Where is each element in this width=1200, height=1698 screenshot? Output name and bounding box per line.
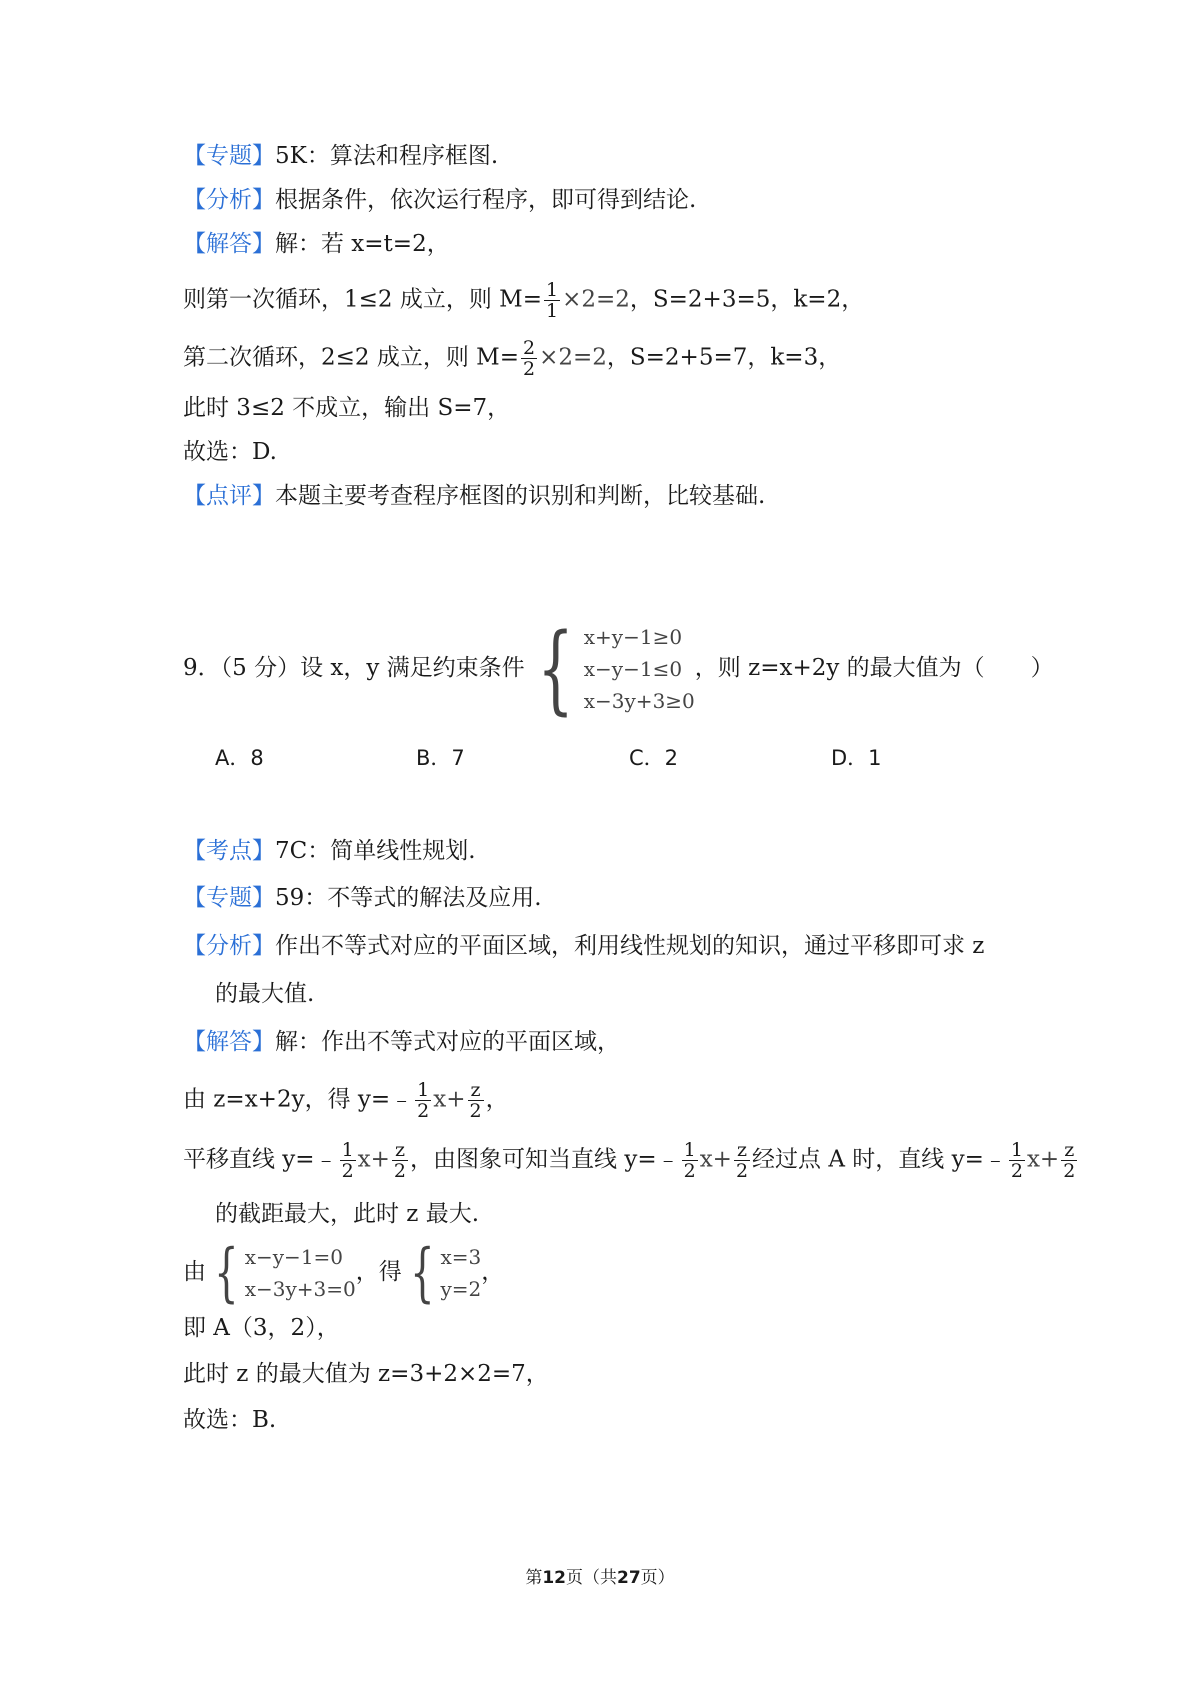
page-number: 12 [542, 1568, 566, 1588]
analysis-tag: 【分析】 [183, 933, 275, 959]
solution-tag: 【解答】 [183, 231, 275, 257]
step2-num: 2 [522, 337, 536, 359]
q9-constraint-rows [584, 621, 695, 717]
left-brace-icon: { [214, 1236, 239, 1310]
s9-analysis-line [183, 930, 984, 962]
topic-text: 59：不等式的解法及应用. [275, 885, 542, 911]
step1-fraction [544, 280, 560, 321]
point-tag: 【考点】 [183, 838, 275, 864]
q9-cond2: x−y−1≤0 [583, 657, 683, 681]
page-total: 27 [617, 1568, 641, 1588]
s9-line6: 此时 z 的最大值为 z=3+2×2=7， [183, 1361, 549, 1387]
topic-tag: 【专题】 [183, 885, 275, 911]
choice-a: A．8 [215, 746, 264, 770]
point-text: 7C：简单线性规划. [275, 838, 476, 864]
comment-text: 本题主要考查程序框图的识别和判断，比较基础. [275, 483, 766, 509]
topic-text: 5K：算法和程序框图. [275, 143, 499, 169]
q9-choices [0, 742, 1200, 774]
s8-step2-line [183, 338, 841, 379]
solution-text: 解：作出不等式对应的平面区域， [275, 1029, 620, 1055]
q9-constraint-system [525, 613, 695, 725]
frac-z-half: $\frac{z}{2}$ [1063, 1139, 1076, 1182]
s8-solution-line [183, 228, 450, 260]
q9-stem-pre: 9．（5 分）设 x，y 满足约束条件 [183, 655, 525, 681]
l1-pre: 由 z=x+2y，得 y=﹣ [183, 1086, 414, 1113]
step1-post: ，S=2+3=5，k=2， [629, 286, 865, 313]
comment-tag: 【点评】 [183, 483, 275, 509]
s8-step3-line: 此时 3≤2 不成立，输出 S=7， [183, 395, 511, 421]
s9-line5: 即 A（3，2）， [183, 1315, 340, 1341]
s9-answer-line: 故选：B. [183, 1407, 277, 1433]
analysis-tag: 【分析】 [183, 187, 275, 213]
step1-num: 1 [545, 279, 559, 301]
analysis-text: 根据条件，依次运行程序，即可得到结论. [275, 187, 697, 213]
s9-point-line [183, 835, 476, 867]
s9-solution-line [183, 1026, 620, 1058]
step2-den: 2 [522, 358, 536, 380]
s9-topic-line [183, 882, 542, 914]
choice-b: B．7 [416, 746, 465, 770]
s8-topic-line [183, 140, 498, 172]
q9-cond3: x−3y+3≥0 [583, 689, 695, 713]
s9-line2: 平移直线 y=﹣ $\frac{1}{2}$ x+ $\frac{z}{2}$ ，由图象可知当直线 y=﹣ $\frac{1}{2}$ x+ $\frac{z}{2}$ 经过点 A 时，直线 y=﹣ $\frac{1}{2}$ x+ $\frac{z}{2}$ [183, 1139, 1076, 1182]
s9-line1: 由 z=x+2y，得 y=﹣ $\frac{1}{2}$ x+ $\frac{z}{2}$ ， [183, 1079, 509, 1122]
frac-half: $\frac{1}{2}$ [1010, 1139, 1023, 1182]
q9-cond1: x+y−1≥0 [583, 625, 683, 649]
s8-answer-line: 故选：D. [183, 439, 277, 465]
page-footer: 第12页（共27页） [525, 1568, 675, 1588]
step1-pre: 则第一次循环，1≤2 成立，则 M= [183, 286, 542, 313]
frac-half: $\frac{1}{2}$ [417, 1079, 430, 1122]
step2-fraction [521, 338, 537, 379]
left-brace-icon: { [409, 1236, 435, 1310]
solution-tag: 【解答】 [183, 1029, 275, 1055]
frac-z-half: $\frac{z}{2}$ [735, 1139, 749, 1182]
linear-system-2: { x=3 y=2 [409, 1236, 482, 1310]
step2-pre: 第二次循环，2≤2 成立，则 M= [183, 344, 519, 371]
s8-comment-line [183, 480, 765, 512]
s9-line4: 由 { x−y−1=0 x−3y+3=0 ，得 { x=3 y=2 ， [183, 1236, 505, 1310]
solution-text: 解：若 x=t=2， [275, 231, 450, 257]
analysis-text-1: 作出不等式对应的平面区域，利用线性规划的知识，通过平移即可求 z [275, 933, 985, 959]
frac-z-half: $\frac{z}{2}$ [393, 1139, 407, 1182]
frac-half: $\frac{1}{2}$ [683, 1139, 696, 1182]
frac-half: $\frac{1}{2}$ [341, 1139, 354, 1182]
s8-analysis-line [183, 184, 696, 216]
frac-z-half: $\frac{z}{2}$ [469, 1079, 482, 1122]
linear-system-1: { x−y−1=0 x−3y+3=0 [214, 1236, 356, 1310]
s9-line3: 的截距最大，此时 z 最大. [215, 1201, 480, 1227]
step2-post: ，S=2+5=7，k=3， [606, 344, 842, 371]
q9-stem [183, 613, 1054, 723]
choice-c: C．2 [629, 746, 679, 770]
step1-mid: ×2=2 [562, 286, 630, 313]
choice-d: D．1 [831, 746, 882, 770]
s9-analysis-line-2: 的最大值. [215, 981, 315, 1007]
step1-den: 1 [545, 300, 559, 322]
left-brace-icon: { [536, 613, 574, 725]
s8-step1-line [183, 280, 864, 321]
q9-stem-post: ，则 z=x+2y 的最大值为（ ） [694, 655, 1054, 681]
topic-tag: 【专题】 [183, 143, 275, 169]
step2-mid: ×2=2 [539, 344, 607, 371]
